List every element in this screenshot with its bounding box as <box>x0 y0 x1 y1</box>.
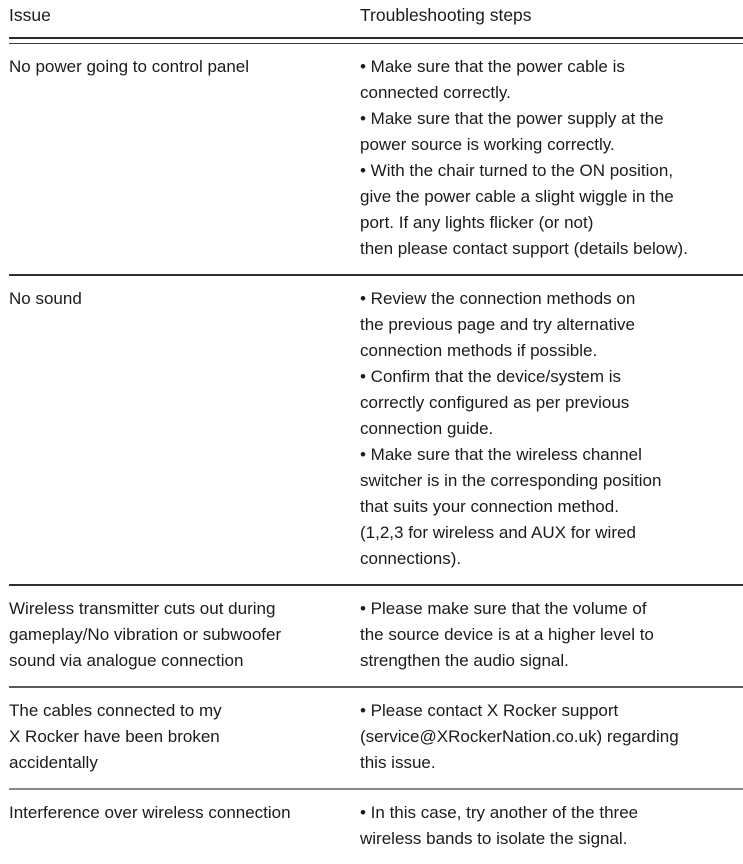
cell-issue <box>0 44 360 274</box>
step-continuation-line: the previous page and try alternative <box>360 315 636 334</box>
table-row <box>0 44 743 274</box>
step-continuation-line: the source device is at a higher level to <box>360 625 654 644</box>
cell-troubleshooting-steps <box>360 688 743 788</box>
step-continuation-line: then please contact support (details below). <box>360 239 688 258</box>
table-row <box>0 790 743 864</box>
table-header <box>0 0 743 44</box>
cell-issue <box>0 586 360 686</box>
step-continuation-line: correctly configured as per previous <box>360 393 630 412</box>
step-bullet-line: • Confirm that the device/system is <box>360 367 622 386</box>
table-row <box>0 276 743 584</box>
step-bullet-line: • Make sure that the power supply at the <box>360 109 664 128</box>
issue-line: sound via analogue connection <box>9 651 244 670</box>
step-bullet-line: • Make sure that the wireless channel <box>360 445 642 464</box>
issue-line: The cables connected to my <box>9 701 222 720</box>
issue-line: No sound <box>9 289 82 308</box>
table-row <box>0 586 743 686</box>
step-bullet-line: • In this case, try another of the three <box>360 803 639 822</box>
step-continuation-line: connections). <box>360 549 462 568</box>
step-continuation-line: give the power cable a slight wiggle in the <box>360 187 674 206</box>
header-divider <box>9 37 743 44</box>
header-rule-row <box>0 37 743 44</box>
cell-issue <box>0 276 360 584</box>
step-bullet-line: • With the chair turned to the ON position, <box>360 161 674 180</box>
cell-troubleshooting-steps <box>360 586 743 686</box>
step-continuation-line: strengthen the audio signal. <box>360 651 569 670</box>
step-bullet-line: • Make sure that the power cable is <box>360 57 625 76</box>
cell-issue <box>0 790 360 864</box>
issue-line: accidentally <box>9 753 98 772</box>
issue-line: X Rocker have been broken <box>9 727 220 746</box>
cell-troubleshooting-steps <box>360 790 743 864</box>
cell-issue <box>0 688 360 788</box>
issue-line: No power going to control panel <box>9 57 250 76</box>
column-header-troubleshooting-steps: Troubleshooting steps <box>360 5 532 25</box>
header-rule-cell <box>0 37 743 44</box>
issue-line: Wireless transmitter cuts out during <box>9 599 276 618</box>
step-continuation-line: connection methods if possible. <box>360 341 598 360</box>
header-row <box>0 0 743 37</box>
cell-troubleshooting-steps <box>360 276 743 584</box>
step-continuation-line: (1,2,3 for wireless and AUX for wired <box>360 523 636 542</box>
step-continuation-line: that suits your connection method. <box>360 497 619 516</box>
step-continuation-line: wireless bands to isolate the signal. <box>360 829 628 848</box>
cell-troubleshooting-steps <box>360 44 743 274</box>
column-header-issue: Issue <box>9 5 51 25</box>
step-continuation-line: port. If any lights flicker (or not) <box>360 213 594 232</box>
step-bullet-line: • Review the connection methods on <box>360 289 636 308</box>
table-row <box>0 688 743 788</box>
step-continuation-line: power source is working correctly. <box>360 135 615 154</box>
step-continuation-line: connection guide. <box>360 419 494 438</box>
table-body <box>0 44 743 864</box>
step-continuation-line: connected correctly. <box>360 83 511 102</box>
step-bullet-line: • Please make sure that the volume of <box>360 599 647 618</box>
step-continuation-line: (service@XRockerNation.co.uk) regarding <box>360 727 679 746</box>
issue-line: gameplay/No vibration or subwoofer <box>9 625 282 644</box>
step-continuation-line: this issue. <box>360 753 436 772</box>
step-bullet-line: • Please contact X Rocker support <box>360 701 619 720</box>
step-continuation-line: switcher is in the corresponding position <box>360 471 662 490</box>
issue-line: Interference over wireless connection <box>9 803 291 822</box>
